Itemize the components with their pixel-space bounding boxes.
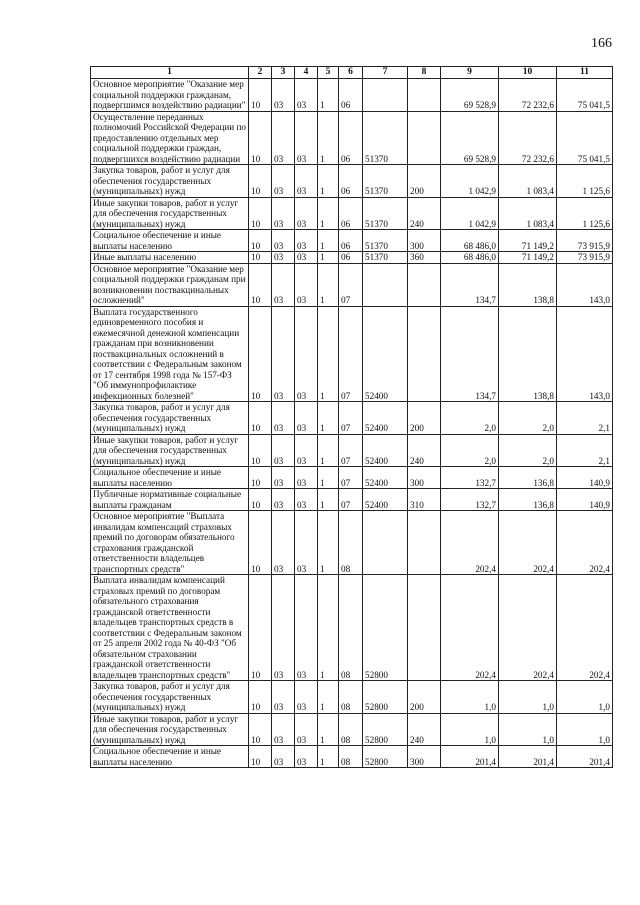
subprogram-cell: 1 bbox=[318, 263, 339, 306]
subsection-cell: 03 bbox=[272, 575, 295, 681]
amount-cell: 1 042,9 bbox=[441, 197, 499, 230]
section-cell: 10 bbox=[249, 197, 272, 230]
column-header: 1 bbox=[91, 67, 249, 79]
row-name-cell: Закупка товаров, работ и услуг для обеспечения государственных (муниципальных) нужд bbox=[91, 165, 249, 198]
amount-cell: 202,4 bbox=[557, 511, 613, 575]
subprogram-cell: 1 bbox=[318, 111, 339, 165]
subsection-cell: 03 bbox=[272, 111, 295, 165]
amount-cell: 138,8 bbox=[499, 306, 557, 402]
direction-cell bbox=[363, 511, 408, 575]
amount-cell: 140,9 bbox=[557, 467, 613, 489]
column-header: 2 bbox=[249, 67, 272, 79]
direction-cell bbox=[363, 263, 408, 306]
program-cell: 03 bbox=[295, 111, 318, 165]
subsection-cell: 03 bbox=[272, 434, 295, 467]
subsection-cell: 03 bbox=[272, 306, 295, 402]
amount-cell: 136,8 bbox=[499, 467, 557, 489]
expense-type-cell: 240 bbox=[408, 197, 441, 230]
subprogram-cell: 1 bbox=[318, 575, 339, 681]
program-cell: 03 bbox=[295, 79, 318, 112]
amount-cell: 202,4 bbox=[441, 575, 499, 681]
subsection-cell: 03 bbox=[272, 713, 295, 746]
event-cell: 06 bbox=[339, 197, 363, 230]
amount-cell: 201,4 bbox=[499, 746, 557, 768]
section-cell: 10 bbox=[249, 511, 272, 575]
amount-cell: 1,0 bbox=[441, 713, 499, 746]
subprogram-cell: 1 bbox=[318, 252, 339, 264]
column-header: 6 bbox=[339, 67, 363, 79]
direction-cell: 52800 bbox=[363, 746, 408, 768]
amount-cell: 1 083,4 bbox=[499, 165, 557, 198]
amount-cell: 2,0 bbox=[441, 402, 499, 435]
table-row bbox=[91, 434, 613, 467]
event-cell: 06 bbox=[339, 252, 363, 264]
expense-type-cell: 240 bbox=[408, 713, 441, 746]
section-cell: 10 bbox=[249, 467, 272, 489]
table-row bbox=[91, 306, 613, 402]
section-cell: 10 bbox=[249, 575, 272, 681]
amount-cell: 68 486,0 bbox=[441, 252, 499, 264]
amount-cell: 202,4 bbox=[499, 511, 557, 575]
subprogram-cell: 1 bbox=[318, 511, 339, 575]
expense-type-cell bbox=[408, 511, 441, 575]
subprogram-cell: 1 bbox=[318, 746, 339, 768]
amount-cell: 2,0 bbox=[499, 434, 557, 467]
subprogram-cell: 1 bbox=[318, 306, 339, 402]
program-cell: 03 bbox=[295, 197, 318, 230]
program-cell: 03 bbox=[295, 681, 318, 714]
subsection-cell: 03 bbox=[272, 252, 295, 264]
section-cell: 10 bbox=[249, 252, 272, 264]
event-cell: 08 bbox=[339, 681, 363, 714]
expense-type-cell bbox=[408, 79, 441, 112]
amount-cell: 2,0 bbox=[499, 402, 557, 435]
subsection-cell: 03 bbox=[272, 402, 295, 435]
expense-type-cell: 310 bbox=[408, 489, 441, 511]
amount-cell: 1,0 bbox=[499, 713, 557, 746]
amount-cell: 1 042,9 bbox=[441, 165, 499, 198]
program-cell: 03 bbox=[295, 575, 318, 681]
column-header: 8 bbox=[408, 67, 441, 79]
direction-cell: 52400 bbox=[363, 434, 408, 467]
amount-cell: 2,1 bbox=[557, 402, 613, 435]
amount-cell: 1 125,6 bbox=[557, 165, 613, 198]
amount-cell: 2,0 bbox=[441, 434, 499, 467]
table-row bbox=[91, 111, 613, 165]
amount-cell: 72 232,6 bbox=[499, 111, 557, 165]
table-row bbox=[91, 746, 613, 768]
amount-cell: 73 915,9 bbox=[557, 252, 613, 264]
program-cell: 03 bbox=[295, 252, 318, 264]
program-cell: 03 bbox=[295, 263, 318, 306]
section-cell: 10 bbox=[249, 746, 272, 768]
section-cell: 10 bbox=[249, 489, 272, 511]
table-row bbox=[91, 575, 613, 681]
expense-type-cell bbox=[408, 263, 441, 306]
subsection-cell: 03 bbox=[272, 511, 295, 575]
direction-cell: 52400 bbox=[363, 306, 408, 402]
table-row bbox=[91, 252, 613, 264]
table-row bbox=[91, 165, 613, 198]
row-name-cell: Основное мероприятие "Оказание мер социальной поддержки гражданам при возникновении поствакцинальных осложнений" bbox=[91, 263, 249, 306]
expense-type-cell bbox=[408, 306, 441, 402]
program-cell: 03 bbox=[295, 713, 318, 746]
column-header: 5 bbox=[318, 67, 339, 79]
event-cell: 07 bbox=[339, 263, 363, 306]
amount-cell: 68 486,0 bbox=[441, 230, 499, 252]
column-header: 7 bbox=[363, 67, 408, 79]
amount-cell: 202,4 bbox=[557, 575, 613, 681]
direction-cell: 51370 bbox=[363, 197, 408, 230]
amount-cell: 75 041,5 bbox=[557, 79, 613, 112]
event-cell: 08 bbox=[339, 575, 363, 681]
direction-cell: 51370 bbox=[363, 252, 408, 264]
subprogram-cell: 1 bbox=[318, 489, 339, 511]
row-name-cell: Социальное обеспечение и иные выплаты населению bbox=[91, 467, 249, 489]
event-cell: 06 bbox=[339, 79, 363, 112]
amount-cell: 1 125,6 bbox=[557, 197, 613, 230]
direction-cell: 52800 bbox=[363, 681, 408, 714]
table-row bbox=[91, 713, 613, 746]
program-cell: 03 bbox=[295, 746, 318, 768]
table-row bbox=[91, 230, 613, 252]
amount-cell: 143,0 bbox=[557, 263, 613, 306]
amount-cell: 201,4 bbox=[557, 746, 613, 768]
amount-cell: 140,9 bbox=[557, 489, 613, 511]
subprogram-cell: 1 bbox=[318, 79, 339, 112]
subprogram-cell: 1 bbox=[318, 681, 339, 714]
event-cell: 07 bbox=[339, 402, 363, 435]
amount-cell: 69 528,9 bbox=[441, 79, 499, 112]
expense-type-cell bbox=[408, 575, 441, 681]
event-cell: 06 bbox=[339, 165, 363, 198]
section-cell: 10 bbox=[249, 402, 272, 435]
amount-cell: 138,8 bbox=[499, 263, 557, 306]
program-cell: 03 bbox=[295, 489, 318, 511]
subprogram-cell: 1 bbox=[318, 467, 339, 489]
expense-type-cell: 240 bbox=[408, 434, 441, 467]
section-cell: 10 bbox=[249, 681, 272, 714]
section-cell: 10 bbox=[249, 111, 272, 165]
subsection-cell: 03 bbox=[272, 746, 295, 768]
program-cell: 03 bbox=[295, 230, 318, 252]
subsection-cell: 03 bbox=[272, 467, 295, 489]
row-name-cell: Закупка товаров, работ и услуг для обеспечения государственных (муниципальных) нужд bbox=[91, 402, 249, 435]
amount-cell: 71 149,2 bbox=[499, 230, 557, 252]
expense-type-cell: 300 bbox=[408, 230, 441, 252]
section-cell: 10 bbox=[249, 165, 272, 198]
event-cell: 07 bbox=[339, 306, 363, 402]
expense-type-cell: 200 bbox=[408, 402, 441, 435]
amount-cell: 136,8 bbox=[499, 489, 557, 511]
direction-cell: 52400 bbox=[363, 402, 408, 435]
table-row bbox=[91, 263, 613, 306]
program-cell: 03 bbox=[295, 165, 318, 198]
table-row bbox=[91, 79, 613, 112]
row-name-cell: Основное мероприятие "Выплата инвалидам компенсаций страховых премий по договорам обязательного страхования гражданской ответственности владельцев транспортных средств" bbox=[91, 511, 249, 575]
event-cell: 06 bbox=[339, 230, 363, 252]
expense-type-cell: 360 bbox=[408, 252, 441, 264]
column-header: 4 bbox=[295, 67, 318, 79]
table-header-row bbox=[91, 67, 613, 79]
section-cell: 10 bbox=[249, 434, 272, 467]
direction-cell: 52800 bbox=[363, 713, 408, 746]
event-cell: 07 bbox=[339, 489, 363, 511]
event-cell: 08 bbox=[339, 746, 363, 768]
row-name-cell: Иные выплаты населению bbox=[91, 252, 249, 264]
event-cell: 07 bbox=[339, 467, 363, 489]
table-row bbox=[91, 681, 613, 714]
expense-type-cell: 200 bbox=[408, 165, 441, 198]
row-name-cell: Выплата инвалидам компенсаций страховых премий по договорам обязательного страхования гражданской ответственности владельцев транспортных средств в соответствии с Федеральным законом от 25 апреля 2002 года № 40-ФЗ "Об обязательном страховании гражданской ответственности владельцев транспортных средств" bbox=[91, 575, 249, 681]
subprogram-cell: 1 bbox=[318, 713, 339, 746]
amount-cell: 69 528,9 bbox=[441, 111, 499, 165]
subprogram-cell: 1 bbox=[318, 434, 339, 467]
program-cell: 03 bbox=[295, 467, 318, 489]
amount-cell: 73 915,9 bbox=[557, 230, 613, 252]
subprogram-cell: 1 bbox=[318, 165, 339, 198]
row-name-cell: Иные закупки товаров, работ и услуг для обеспечения государственных (муниципальных) нужд bbox=[91, 713, 249, 746]
program-cell: 03 bbox=[295, 511, 318, 575]
amount-cell: 201,4 bbox=[441, 746, 499, 768]
amount-cell: 72 232,6 bbox=[499, 79, 557, 112]
table-row bbox=[91, 467, 613, 489]
section-cell: 10 bbox=[249, 263, 272, 306]
amount-cell: 2,1 bbox=[557, 434, 613, 467]
subprogram-cell: 1 bbox=[318, 197, 339, 230]
amount-cell: 1,0 bbox=[557, 681, 613, 714]
table-row bbox=[91, 402, 613, 435]
section-cell: 10 bbox=[249, 79, 272, 112]
amount-cell: 134,7 bbox=[441, 306, 499, 402]
event-cell: 07 bbox=[339, 434, 363, 467]
amount-cell: 134,7 bbox=[441, 263, 499, 306]
table-body bbox=[91, 79, 613, 768]
subprogram-cell: 1 bbox=[318, 402, 339, 435]
budget-table bbox=[90, 66, 613, 768]
row-name-cell: Социальное обеспечение и иные выплаты населению bbox=[91, 230, 249, 252]
direction-cell: 51370 bbox=[363, 165, 408, 198]
subsection-cell: 03 bbox=[272, 165, 295, 198]
column-header: 10 bbox=[499, 67, 557, 79]
section-cell: 10 bbox=[249, 230, 272, 252]
expense-type-cell: 300 bbox=[408, 467, 441, 489]
table-row bbox=[91, 511, 613, 575]
direction-cell bbox=[363, 79, 408, 112]
direction-cell: 52800 bbox=[363, 575, 408, 681]
subprogram-cell: 1 bbox=[318, 230, 339, 252]
direction-cell: 51370 bbox=[363, 230, 408, 252]
program-cell: 03 bbox=[295, 402, 318, 435]
amount-cell: 1,0 bbox=[557, 713, 613, 746]
page-number: 166 bbox=[591, 36, 612, 51]
subsection-cell: 03 bbox=[272, 263, 295, 306]
amount-cell: 143,0 bbox=[557, 306, 613, 402]
table-row bbox=[91, 489, 613, 511]
section-cell: 10 bbox=[249, 713, 272, 746]
row-name-cell: Основное мероприятие "Оказание мер социальной поддержки гражданам, подвергшимся воздействию радиации" bbox=[91, 79, 249, 112]
table-row bbox=[91, 197, 613, 230]
amount-cell: 71 149,2 bbox=[499, 252, 557, 264]
amount-cell: 1,0 bbox=[499, 681, 557, 714]
program-cell: 03 bbox=[295, 306, 318, 402]
amount-cell: 202,4 bbox=[441, 511, 499, 575]
subsection-cell: 03 bbox=[272, 230, 295, 252]
amount-cell: 132,7 bbox=[441, 489, 499, 511]
row-name-cell: Социальное обеспечение и иные выплаты населению bbox=[91, 746, 249, 768]
amount-cell: 202,4 bbox=[499, 575, 557, 681]
column-header: 3 bbox=[272, 67, 295, 79]
column-header: 9 bbox=[441, 67, 499, 79]
event-cell: 08 bbox=[339, 713, 363, 746]
direction-cell: 51370 bbox=[363, 111, 408, 165]
event-cell: 08 bbox=[339, 511, 363, 575]
amount-cell: 1,0 bbox=[441, 681, 499, 714]
direction-cell: 52400 bbox=[363, 489, 408, 511]
column-header: 11 bbox=[557, 67, 613, 79]
row-name-cell: Осуществление переданных полномочий Российской Федерации по предоставлению отдельных мер социальной поддержки граждан, подвергшихся воздействию радиации bbox=[91, 111, 249, 165]
amount-cell: 75 041,5 bbox=[557, 111, 613, 165]
row-name-cell: Иные закупки товаров, работ и услуг для обеспечения государственных (муниципальных) нужд bbox=[91, 434, 249, 467]
program-cell: 03 bbox=[295, 434, 318, 467]
section-cell: 10 bbox=[249, 306, 272, 402]
subsection-cell: 03 bbox=[272, 79, 295, 112]
subsection-cell: 03 bbox=[272, 681, 295, 714]
row-name-cell: Иные закупки товаров, работ и услуг для обеспечения государственных (муниципальных) нужд bbox=[91, 197, 249, 230]
amount-cell: 1 083,4 bbox=[499, 197, 557, 230]
expense-type-cell: 300 bbox=[408, 746, 441, 768]
direction-cell: 52400 bbox=[363, 467, 408, 489]
row-name-cell: Выплата государственного единовременного пособия и ежемесячной денежной компенсации гражданам при возникновении поствакцинальных осложнений в соответствии с Федеральным законом от 17 сентября 1998 года № 157-ФЗ "Об иммунопрофилактике инфекционных болезней" bbox=[91, 306, 249, 402]
event-cell: 06 bbox=[339, 111, 363, 165]
row-name-cell: Закупка товаров, работ и услуг для обеспечения государственных (муниципальных) нужд bbox=[91, 681, 249, 714]
expense-type-cell: 200 bbox=[408, 681, 441, 714]
row-name-cell: Публичные нормативные социальные выплаты гражданам bbox=[91, 489, 249, 511]
subsection-cell: 03 bbox=[272, 197, 295, 230]
subsection-cell: 03 bbox=[272, 489, 295, 511]
amount-cell: 132,7 bbox=[441, 467, 499, 489]
expense-type-cell bbox=[408, 111, 441, 165]
